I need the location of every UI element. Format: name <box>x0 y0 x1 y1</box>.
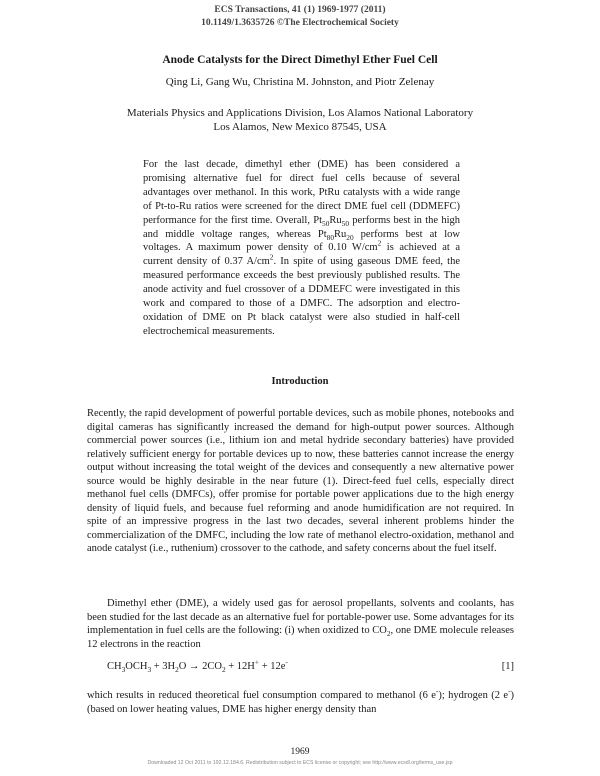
section-heading-introduction: Introduction <box>271 376 329 387</box>
intro-paragraph-2: Dimethyl ether (DME), a widely used gas for aerosol propellants, solvents and coolants, has been studied for the last decade as an alternative fuel for portable-power use. Some advantages for its implementation in fuel cells are the following: (i) when oxidized to $CO_2$, one DME molecule releases 12 electrons in the reaction <box>87 598 514 650</box>
equation-number: [1] <box>501 661 514 672</box>
affiliation-line-2: Los Alamos, New Mexico 87545, USA <box>213 121 387 133</box>
paper-title: Anode Catalysts for the Direct Dimethyl Ether Fuel Cell <box>162 54 438 66</box>
intro-paragraph-1: Recently, the rapid development of powerful portable devices, such as mobile phones, notebooks and digital cameras has significantly increased the demand for high-output power sources. Although commercial power sources (i.e., lithium ion and metal hydride secondary batteries) have provided relatively sufficient energy for portable devices up to now, these batteries cannot increase the energy output without increasing the total weight of the devices and consequently a new alternative power source would be highly desirable in the near future (1). Direct-feed fuel cells, especially direct methanol fuel cells (DMFCs), offer promise for portable power applications due to the high energy density of liquid fuels, and because fuel reforming and anode humidification are not required. In spite of an impressive progress in the last two decades, several inherent problems hinder the commercialization of the DMFC, including the low rate of methanol electro-oxidation, methanol and anode catalyst (i.e., ruthenium) crossover to the cathode, and safety concerns about the fuel itself. <box>87 408 514 554</box>
abstract: For the last decade, dimethyl ether (DME) has been considered a promising alternative fuel for direct fuel cells because of several advantages over methanol. In this work, PtRu catalysts with a wide range of Pt-to-Ru ratios were screened for the direct DME fuel cell (DDMEFC) performance for the first time. Overall, $Pt_{50}Ru_{50}$ performs best in the high and middle voltage ranges, whereas $Pt_{80}Ru_{20}$ performs best at low voltages. A maximum power density of 0.10 $W/cm^2$ is achieved at a current density of 0.37 $A/cm^2$. In spite of using gaseous DME feed, the measured performance exceeds the best previously published results. The anode activity and fuel crossover of a DDMEFC were investigated in this work and compared to those of a DMFC. The adsorption and electro-oxidation of DME on Pt black catalyst were also studied in half-cell electrochemical measurements. <box>143 159 460 337</box>
equation-1 <box>107 657 514 675</box>
intro-paragraph-3: which results in reduced theoretical fuel consumption compared to methanol (6 e-); hydrogen (2 e-) (based on lower heating values, DME has higher energy density than <box>87 686 515 715</box>
affiliation-line-1: Materials Physics and Applications Division, Los Alamos National Laboratory <box>126 107 474 119</box>
doi-line: 10.1149/1.3635726 ©The Electrochemical Society <box>201 18 399 28</box>
affiliation <box>0 106 600 134</box>
author-list: Qing Li, Gang Wu, Christina M. Johnston, and Piotr Zelenay <box>165 76 435 88</box>
equation-body: $CH_3OCH_3 + 3H_2O \to 2CO_2 + 12H^+ + 12e^-$ <box>107 657 288 675</box>
journal-citation: ECS Transactions, 41 (1) 1969-1977 (2011) <box>214 5 386 15</box>
download-footer: Downloaded 12 Oct 2011 to 192.12.184.6. Redistribution subject to ECS license or copyright; see http://www.ecsdl.org/terms_use.jsp <box>147 760 453 766</box>
page-number: 1969 <box>290 747 310 757</box>
